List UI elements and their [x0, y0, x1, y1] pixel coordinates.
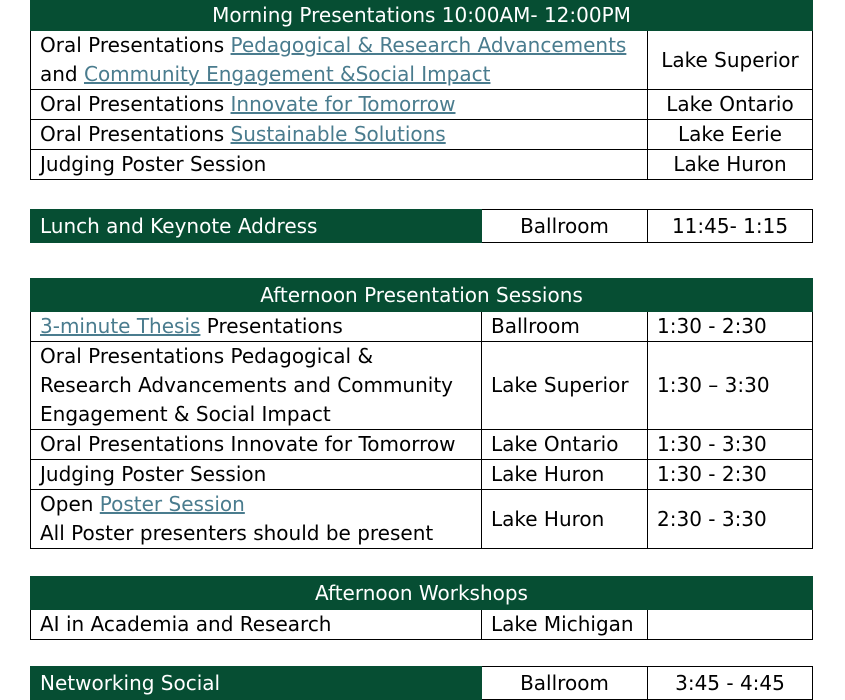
session-label-and: and	[40, 62, 84, 86]
session-cell: AI in Academia and Research	[31, 610, 482, 640]
afternoon-sessions-table	[30, 278, 813, 549]
room-cell: Lake Huron	[482, 460, 648, 490]
room-cell: Lake Superior	[482, 342, 648, 430]
session-cell	[31, 312, 482, 342]
lunch-table	[30, 209, 813, 243]
time-cell: 1:30 - 3:30	[648, 430, 813, 460]
lunch-title: Lunch and Keynote Address	[31, 210, 482, 243]
session-line: Research Advancements and Community	[40, 373, 454, 397]
table-row	[31, 90, 813, 120]
time-cell: 11:45- 1:15	[648, 210, 813, 243]
sustainable-solutions-link[interactable]: Sustainable Solutions	[230, 122, 446, 146]
time-cell: 3:45 - 4:45	[648, 667, 813, 700]
time-cell: 2:30 - 3:30	[648, 490, 813, 549]
session-cell: Judging Poster Session	[31, 150, 648, 180]
table-row	[31, 150, 813, 180]
session-label: Presentations	[200, 314, 343, 338]
session-cell	[31, 120, 648, 150]
time-cell: 1:30 - 2:30	[648, 460, 813, 490]
room-cell: Lake Huron	[482, 490, 648, 549]
room-cell: Lake Michigan	[482, 610, 648, 640]
room-cell: Lake Ontario	[648, 90, 813, 120]
networking-title: Networking Social	[31, 667, 482, 700]
pedagogical-research-link[interactable]: Pedagogical & Research Advancements	[230, 33, 627, 57]
room-cell: Lake Eerie	[648, 120, 813, 150]
poster-session-link[interactable]: Poster Session	[99, 492, 245, 516]
table-row	[31, 667, 813, 700]
table-row	[31, 210, 813, 243]
session-cell	[31, 490, 482, 549]
workshops-header: Afternoon Workshops	[31, 577, 813, 610]
session-label: Oral Presentations	[40, 122, 231, 146]
session-label: Open	[40, 492, 100, 516]
session-label: Oral Presentations	[40, 92, 231, 116]
three-minute-thesis-link[interactable]: 3-minute Thesis	[40, 314, 201, 338]
table-row	[31, 460, 813, 490]
session-line: Oral Presentations Pedagogical &	[40, 344, 374, 368]
table-row	[31, 31, 813, 90]
room-cell: Lake Ontario	[482, 430, 648, 460]
community-engagement-link[interactable]: Community Engagement &Social Impact	[83, 62, 491, 86]
room-cell: Ballroom	[482, 667, 648, 700]
table-row	[31, 490, 813, 549]
table-row	[31, 430, 813, 460]
session-cell	[31, 31, 648, 90]
room-cell: Ballroom	[482, 312, 648, 342]
morning-header: Morning Presentations 10:00AM- 12:00PM	[31, 1, 813, 31]
table-row	[31, 312, 813, 342]
time-cell: 1:30 – 3:30	[648, 342, 813, 430]
room-cell: Lake Huron	[648, 150, 813, 180]
innovate-for-tomorrow-link[interactable]: Innovate for Tomorrow	[230, 92, 456, 116]
afternoon-header: Afternoon Presentation Sessions	[31, 279, 813, 312]
session-label: Oral Presentations	[40, 33, 231, 57]
session-cell: Oral Presentations Innovate for Tomorrow	[31, 430, 482, 460]
networking-table	[30, 666, 813, 700]
afternoon-workshops-table	[30, 576, 813, 640]
session-line: Engagement & Social Impact	[40, 402, 331, 426]
table-row	[31, 120, 813, 150]
table-row	[31, 610, 813, 640]
table-row	[31, 342, 813, 430]
room-cell: Lake Superior	[648, 31, 813, 90]
room-cell: Ballroom	[482, 210, 648, 243]
time-cell: 1:30 - 2:30	[648, 312, 813, 342]
session-cell	[31, 342, 482, 430]
time-cell	[648, 610, 813, 640]
morning-presentations-table	[30, 0, 813, 180]
session-cell: Judging Poster Session	[31, 460, 482, 490]
session-cell	[31, 90, 648, 120]
session-line: All Poster presenters should be present	[40, 521, 434, 545]
